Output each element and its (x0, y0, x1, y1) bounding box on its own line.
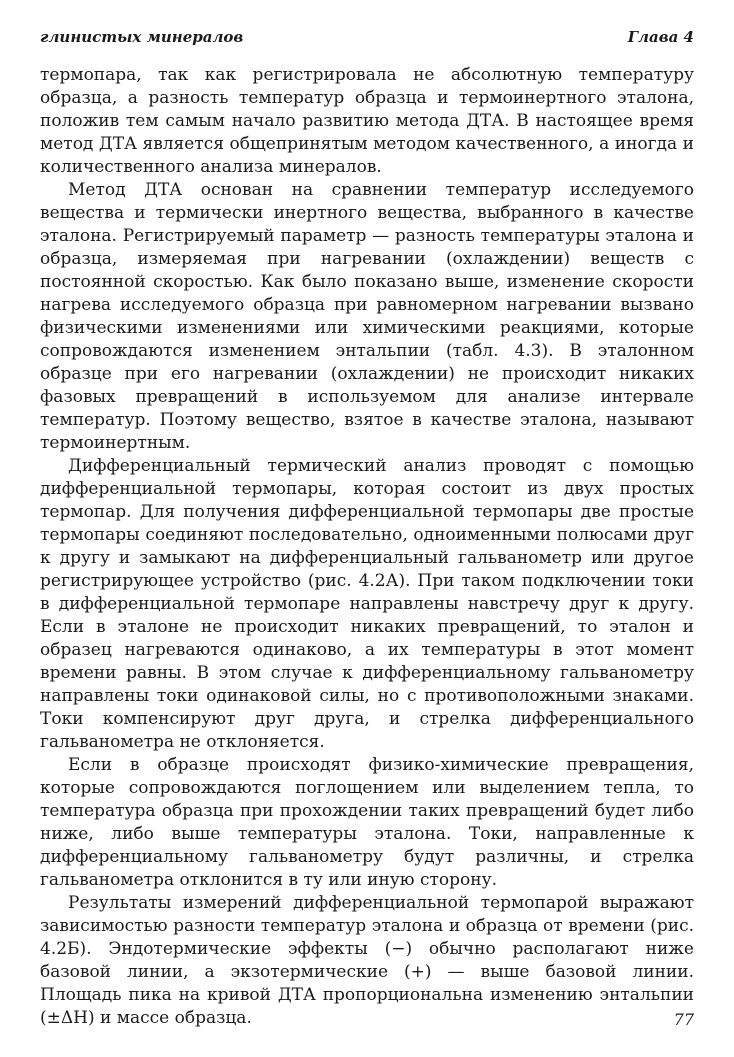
running-header-section: глинистых минералов (40, 28, 244, 46)
paragraph-phase-transformations: Если в образце происходят физико-химические превращения, которые сопровождаются поглощением или выделением тепла, то температура образца при прохождении таких превращений будет либо ниже, либо выше температуры эталона. Токи, направленные к дифференциальному гальванометру будут различны, и стрелка гальванометра отклонится в ту или иную сторону. (40, 755, 694, 890)
paragraph-continued: термопара, так как регистрировала не абсолютную температуру образца, а разность температур образца и термоинертного эталона, положив тем самым начало развитию метода ДТА. В настоящее время метод ДТА является общепринятым методом качественного, а иногда и количественного анализа минералов. (40, 65, 694, 177)
paragraph-differential-thermocouple: Дифференциальный термический анализ проводят с помощью дифференциальной термопары, которая состоит из двух простых термопар. Для получения дифференциальной термопары две простые термопары соединяют последовательно, одноименными полюсами друг к другу и замыкают на дифференциальный гальванометр или другое регистрирующее устройство (рис. 4.2А). При таком подключении токи в дифференциальной термопаре направлены навстречу друг к другу. Если в эталоне не происходит никаких превращений, то эталон и образец нагреваются одинаково, а их температуры в этот момент времени равны. В этом случае к дифференциальному гальванометру направлены токи одинаковой силы, но с противоположными знаками. Токи компенсируют друг друга, и стрелка дифференциального гальванометра не отклоняется. (40, 456, 694, 752)
page-number: 77 (673, 1010, 694, 1029)
page-body (40, 64, 694, 1030)
running-header (40, 28, 694, 52)
paragraph-dta-method: Метод ДТА основан на сравнении температур исследуемого вещества и термически инертного вещества, выбранного в качестве эталона. Регистрируемый параметр — разность температуры эталона и образца, измеряемая при нагревании (охлаждении) веществ с постоянной скоростью. Как было показано выше, изменение скорости нагрева исследуемого образца при равномерном нагревании вызвано физическими изменениями или химическими реакциями, которые сопровождаются изменением энтальпии (табл. 4.3). В эталонном образце при его нагревании (охлаждении) не происходит никаких фазовых превращений в используемом для анализе интервале температур. Поэтому вещество, взятое в качестве эталона, называют термоинертным. (40, 180, 694, 453)
running-header-chapter: Глава 4 (627, 28, 694, 46)
paragraph-measurement-results: Результаты измерений дифференциальной термопарой выражают зависимостью разности температур эталона и образца от времени (рис. 4.2Б). Эндотермические эффекты (−) обычно располагают ниже базовой линии, а экзотермические (+) — выше базовой линии. Площадь пика на кривой ДТА пропорциональна изменению энтальпии (±ΔH) и массе образца. (40, 893, 694, 1028)
